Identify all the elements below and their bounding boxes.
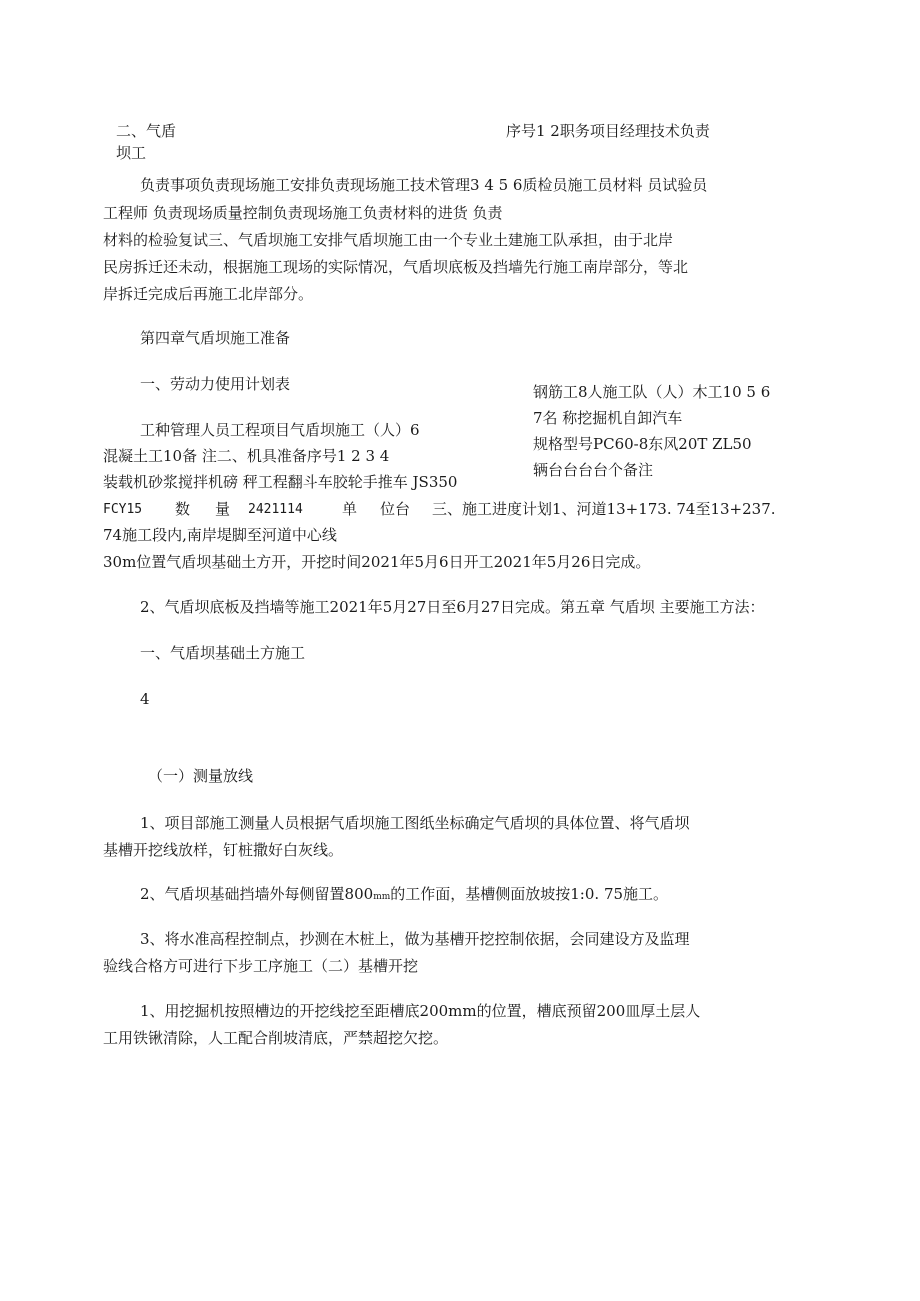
table-text-right: 规格型号PC60-8东风20T ZL50 [533, 435, 752, 453]
table-text-left: 混凝土工10备 注二、机具准备序号1 2 3 4 [103, 447, 390, 465]
section-heading-left: 二、气盾坝工 [116, 122, 176, 162]
schedule-line: 74施工段内,南岸堤脚至河道中心线 [103, 526, 337, 544]
table-cell: 数 [175, 500, 191, 518]
table-cell: 2421114 [248, 502, 303, 517]
paragraph-line: 基槽开挖线放样，钉桩撒好白灰线。 [103, 841, 344, 859]
table-cell: 量 [215, 500, 231, 518]
subsection-title: （一）测量放线 [148, 767, 254, 785]
section-title: 一、气盾坝基础土方施工 [140, 644, 306, 662]
table-text-left: 装载机砂浆搅拌机磅 秤工程翻斗车胶轮手推车 JS350 [103, 473, 458, 491]
schedule-line: 2、气盾坝底板及挡墙等施工2021年5月27日至6月27日完成。第五章 气盾坝 主要施工方法： [140, 598, 765, 616]
text-run: 的工作面，基槽侧面放坡按1:0. 75施工。 [390, 885, 669, 903]
table-cell: FCY15 [103, 502, 143, 517]
paragraph-line: 负责事项负责现场施工安排负责现场施工技术管理3 4 5 6质检员施工员材料 员试验员 [140, 176, 708, 194]
paragraph-line: 验线合格方可进行下步工序施工（二）基槽开挖 [103, 957, 419, 975]
table-text-right: 7名 称挖掘机自卸汽车 [533, 409, 683, 427]
paragraph-line: 3、将水准高程控制点，抄测在木桩上，做为基槽开挖控制依据，会同建设方及监理 [140, 930, 690, 948]
table-text-left: 工种管理人员工程项目气盾坝施工（人）6 [140, 421, 420, 439]
table-cell: 位台 [380, 500, 411, 518]
paragraph-line: 工程师 负责现场质量控制负责现场施工负责材料的进货 负责 [103, 204, 503, 222]
section-title: 一、劳动力使用计划表 [140, 375, 291, 393]
text-run: 2、气盾坝基础挡墙外每侧留置800 [140, 885, 374, 903]
unit-subscript: mm [373, 892, 391, 902]
paragraph-line: 1、用挖掘机按照槽边的开挖线挖至距槽底200mm的位置，槽底预留200皿厚土层人 [140, 1002, 701, 1020]
paragraph-line: 材料的检验复试三、气盾坝施工安排气盾坝施工由一个专业土建施工队承担，由于北岸 [103, 231, 674, 249]
paragraph-line: 工用铁锹清除，人工配合削坡清底，严禁超挖欠挖。 [103, 1029, 449, 1047]
chapter-title: 第四章气盾坝施工准备 [140, 329, 291, 347]
table-text-right: 钢筋工8人施工队（人）木工10 5 6 [533, 383, 771, 401]
table-text-right: 辆台台台台个备注 [533, 461, 654, 479]
schedule-line: 三、施工进度计划1、河道13+173. 74至13+237. [432, 500, 776, 518]
paragraph-line: 民房拆迁还未动，根据施工现场的实际情况，气盾坝底板及挡墙先行施工南岸部分，等北 [103, 258, 689, 276]
page-number: 4 [140, 690, 150, 708]
table-cell: 单 [342, 500, 358, 518]
paragraph-line: 1、项目部施工测量人员根据气盾坝施工图纸坐标确定气盾坝的具体位置、将气盾坝 [140, 814, 690, 832]
table-header-right: 序号1 2职务项目经理技术负责 [506, 122, 710, 140]
paragraph-line: 岸拆迁完成后再施工北岸部分。 [103, 285, 314, 303]
paragraph-line [140, 884, 668, 907]
schedule-line: 30m位置气盾坝基础土方开，开挖时间2021年5月6日开工2021年5月26日完成。 [103, 553, 651, 571]
